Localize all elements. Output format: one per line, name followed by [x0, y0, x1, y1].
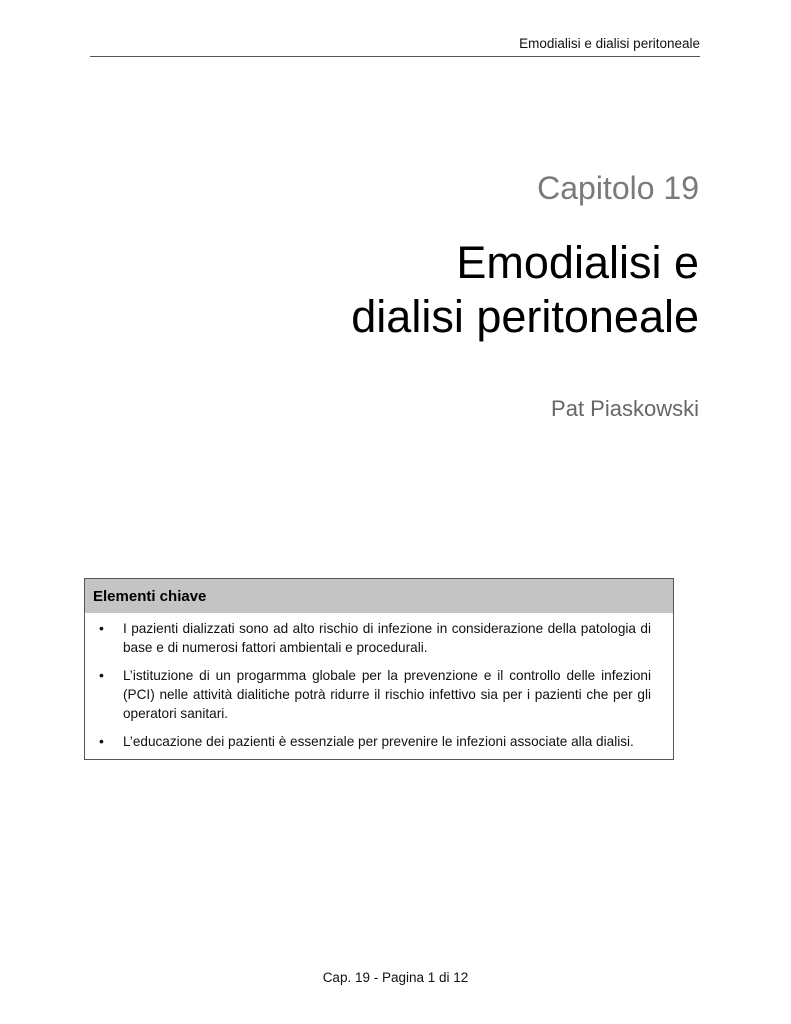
page-footer — [0, 970, 791, 985]
key-points-heading: Elementi chiave — [85, 579, 673, 613]
running-header — [90, 36, 700, 57]
chapter-title-line-1: Emodialisi e — [456, 237, 699, 288]
chapter-title — [351, 236, 699, 344]
key-point-item — [97, 619, 651, 657]
author-name: Pat Piaskowski — [551, 396, 699, 421]
key-point-item — [97, 732, 651, 751]
bullet-icon: • — [99, 620, 104, 636]
bullet-icon: • — [99, 733, 104, 749]
key-points-box — [84, 578, 674, 760]
key-points-list — [85, 613, 673, 759]
key-point-text: L’educazione dei pazienti è essenziale per prevenire le infezioni associate alla dialisi. — [123, 734, 634, 749]
key-point-item — [97, 666, 651, 723]
chapter-label: Capitolo 19 — [537, 170, 699, 206]
bullet-icon: • — [99, 667, 104, 683]
key-point-text: I pazienti dializzati sono ad alto rischio di infezione in considerazione della patologia di base e di numerosi fattori ambientali e procedurali. — [123, 621, 651, 655]
running-header-title: Emodialisi e dialisi peritoneale — [519, 36, 700, 51]
chapter-title-line-2: dialisi peritoneale — [351, 291, 699, 342]
page-number-label: Cap. 19 - Pagina 1 di 12 — [322, 970, 469, 985]
key-point-text: L’istituzione di un progarmma globale per la prevenzione e il controllo delle infezioni (PCI) nelle attività dialitiche potrà ridurre il rischio infettivo sia per i pazienti che per gli operatori sanitari. — [123, 668, 651, 721]
